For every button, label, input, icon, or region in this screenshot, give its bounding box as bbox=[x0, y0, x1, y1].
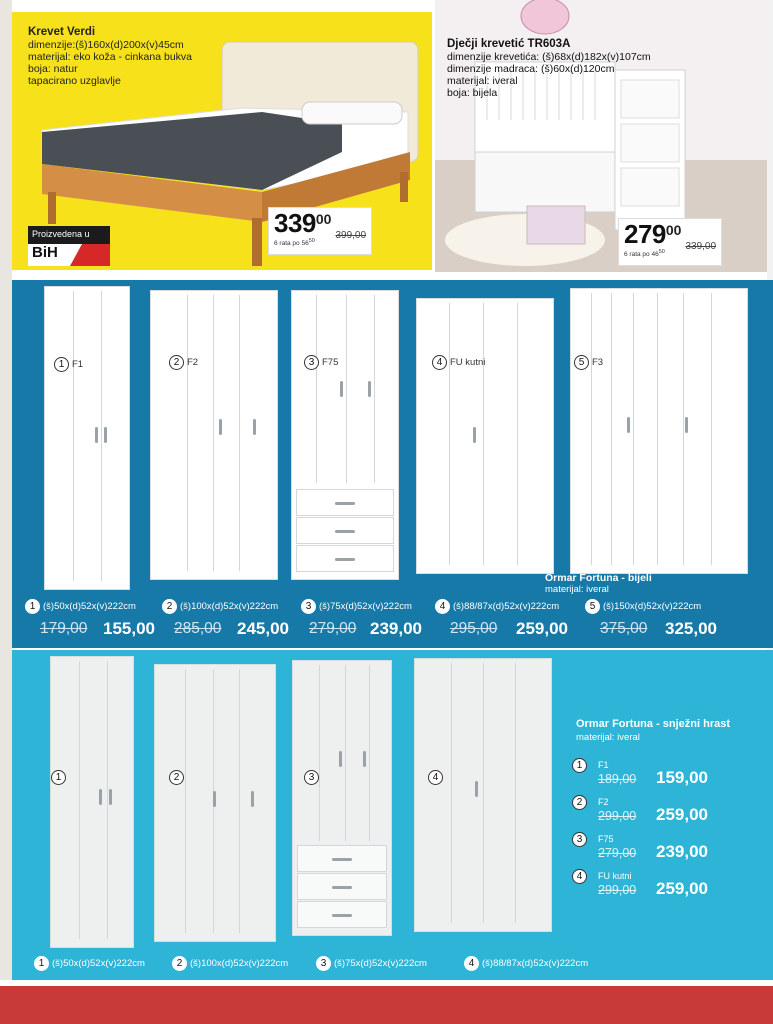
model-name: F2 bbox=[187, 357, 199, 368]
bed-line-4: tapacirano uzglavlje bbox=[28, 75, 121, 87]
dims: (š)100x(d)52x(v)222cm bbox=[180, 601, 279, 612]
door-divider bbox=[319, 665, 320, 841]
crib-price-cents: 00 bbox=[665, 222, 682, 238]
white-spec-1 bbox=[25, 599, 136, 614]
badge-bottom bbox=[28, 244, 110, 266]
old-price: 299,00 bbox=[598, 883, 637, 897]
oak-wardrobe-f2 bbox=[154, 664, 276, 942]
white-old-price-3: 279,00 bbox=[309, 620, 357, 637]
handle bbox=[340, 381, 343, 397]
handle bbox=[253, 419, 256, 435]
crib-rate-cents: 50 bbox=[658, 249, 665, 255]
model-name: FU kutni bbox=[598, 871, 632, 881]
door-divider bbox=[73, 291, 74, 581]
new-price: 259,00 bbox=[656, 805, 708, 824]
handle bbox=[213, 791, 216, 807]
white-series-name: Ormar Fortuna - bijeli bbox=[545, 572, 652, 584]
white-spec-2 bbox=[162, 599, 278, 614]
oak-spec-2 bbox=[172, 956, 288, 971]
oak-price-row-4 bbox=[572, 869, 762, 906]
door-divider bbox=[79, 661, 80, 939]
num-badge: 4 bbox=[432, 355, 447, 370]
num-badge: 1 bbox=[25, 599, 40, 614]
handle bbox=[685, 417, 688, 433]
door-divider bbox=[611, 293, 612, 565]
drawer-handle bbox=[332, 914, 352, 917]
door-divider bbox=[213, 295, 214, 571]
oak-price-row-3 bbox=[572, 832, 762, 869]
door-divider bbox=[657, 293, 658, 565]
crib-title: Dječji krevetić TR603A bbox=[447, 38, 571, 50]
bed-price-old: 399,00 bbox=[335, 230, 367, 241]
oak-label-3 bbox=[304, 770, 319, 785]
dims: (š)75x(d)52x(v)222cm bbox=[334, 958, 427, 969]
oak-label-4 bbox=[428, 770, 443, 785]
dims: (š)75x(d)52x(v)222cm bbox=[319, 601, 412, 612]
handle bbox=[368, 381, 371, 397]
oak-wardrobe-f75 bbox=[292, 660, 392, 936]
white-wardrobe-f2 bbox=[150, 290, 278, 580]
drawer bbox=[296, 489, 394, 516]
drawer-handle bbox=[335, 530, 355, 533]
page-edge-left bbox=[0, 0, 12, 1024]
handle bbox=[109, 789, 112, 805]
handle bbox=[363, 751, 366, 767]
bed-price-main: 339 bbox=[274, 208, 316, 238]
oak-price-row-1 bbox=[572, 758, 762, 795]
old-price: 189,00 bbox=[598, 772, 637, 786]
dims: (š)150x(d)52x(v)222cm bbox=[603, 601, 702, 612]
oak-wardrobe-fu-kutni bbox=[414, 658, 552, 932]
white-spec-5 bbox=[585, 599, 701, 614]
white-label-5 bbox=[574, 355, 603, 370]
crib-price-main: 279 bbox=[624, 219, 666, 249]
door-divider bbox=[369, 665, 370, 841]
door-divider bbox=[346, 295, 347, 483]
handle bbox=[104, 427, 107, 443]
new-price: 159,00 bbox=[656, 768, 708, 787]
badge-bih-text: BiH bbox=[32, 244, 58, 261]
model-name: F2 bbox=[598, 797, 609, 807]
num-badge: 2 bbox=[169, 355, 184, 370]
door-divider bbox=[185, 669, 186, 933]
dims: (š)50x(d)52x(v)222cm bbox=[52, 958, 145, 969]
white-spec-4 bbox=[435, 599, 559, 614]
door-divider bbox=[187, 295, 188, 571]
door-divider bbox=[517, 303, 518, 565]
model-name: F75 bbox=[322, 357, 339, 368]
made-in-bih-badge bbox=[28, 226, 110, 272]
num-badge: 5 bbox=[585, 599, 600, 614]
door-divider bbox=[483, 663, 484, 923]
oak-label-2 bbox=[169, 770, 184, 785]
num-badge: 2 bbox=[162, 599, 177, 614]
model-name: F1 bbox=[72, 359, 84, 370]
door-divider bbox=[107, 661, 108, 939]
drawer bbox=[296, 545, 394, 572]
bed-price-cents: 00 bbox=[315, 211, 332, 227]
white-old-price-4: 295,00 bbox=[450, 620, 498, 637]
drawer bbox=[296, 517, 394, 544]
num-badge: 3 bbox=[301, 599, 316, 614]
handle bbox=[99, 789, 102, 805]
num-badge: 1 bbox=[34, 956, 49, 971]
white-new-price-2: 245,00 bbox=[237, 619, 289, 638]
num-badge: 2 bbox=[572, 795, 587, 810]
model-name: FU kutni bbox=[450, 357, 486, 368]
num-badge: 1 bbox=[54, 357, 69, 372]
oak-wardrobe-f1 bbox=[50, 656, 134, 948]
dims: (š)50x(d)52x(v)222cm bbox=[43, 601, 136, 612]
white-label-1 bbox=[54, 357, 83, 372]
white-old-price-2: 285,00 bbox=[174, 620, 222, 637]
oak-series-title bbox=[576, 718, 730, 744]
white-label-2 bbox=[169, 355, 198, 370]
door-divider bbox=[316, 295, 317, 483]
crib-rate-text: 6 rata po 46 bbox=[624, 251, 659, 259]
white-new-price-5: 325,00 bbox=[665, 619, 717, 638]
door-divider bbox=[591, 293, 592, 565]
handle bbox=[219, 419, 222, 435]
crib-price-old: 339,00 bbox=[685, 241, 717, 252]
num-badge: 3 bbox=[316, 956, 331, 971]
handle bbox=[95, 427, 98, 443]
crib-info bbox=[447, 38, 651, 99]
handle bbox=[627, 417, 630, 433]
oak-label-1 bbox=[51, 770, 66, 785]
door-divider bbox=[683, 293, 684, 565]
white-series-material: materijal: iveral bbox=[545, 584, 609, 595]
white-old-price-1: 179,00 bbox=[40, 620, 88, 637]
handle bbox=[251, 791, 254, 807]
num-badge: 3 bbox=[304, 355, 319, 370]
num-badge: 5 bbox=[574, 355, 589, 370]
bed-price-tag bbox=[268, 207, 372, 255]
num-badge: 2 bbox=[172, 956, 187, 971]
white-wardrobe-fu-kutni bbox=[416, 298, 554, 574]
oak-series-material: materijal: iveral bbox=[576, 732, 640, 743]
white-wardrobe-f1 bbox=[44, 286, 130, 590]
crib-line-2: dimenzije madraca: (š)60x(d)120cm bbox=[447, 63, 615, 75]
door-divider bbox=[101, 291, 102, 581]
oak-spec-4 bbox=[464, 956, 588, 971]
bed-line-3: boja: natur bbox=[28, 63, 78, 75]
badge-red-stripe bbox=[70, 244, 110, 266]
handle bbox=[475, 781, 478, 797]
dims: (š)100x(d)52x(v)222cm bbox=[190, 958, 289, 969]
oak-price-row-2 bbox=[572, 795, 762, 832]
white-new-price-3: 239,00 bbox=[370, 619, 422, 638]
red-footer-band bbox=[0, 980, 773, 1024]
handle bbox=[339, 751, 342, 767]
drawer-handle bbox=[335, 502, 355, 505]
model-name: F75 bbox=[598, 834, 614, 844]
oak-spec-3 bbox=[316, 956, 427, 971]
white-new-price-4: 259,00 bbox=[516, 619, 568, 638]
white-old-price-5: 375,00 bbox=[600, 620, 648, 637]
bed-info bbox=[28, 26, 192, 87]
num-badge: 3 bbox=[572, 832, 587, 847]
white-wardrobe-f3 bbox=[570, 288, 748, 574]
bed-line-1: dimenzije:(š)160x(d)200x(v)45cm bbox=[28, 39, 184, 51]
num-badge: 1 bbox=[51, 770, 66, 785]
dims: (š)88/87x(d)52x(v)222cm bbox=[453, 601, 560, 612]
num-badge: 3 bbox=[304, 770, 319, 785]
door-divider bbox=[345, 665, 346, 841]
old-price: 299,00 bbox=[598, 809, 637, 823]
crib-line-4: boja: bijela bbox=[447, 87, 498, 99]
badge-top-text: Proizvedena u bbox=[28, 226, 110, 244]
drawer-handle bbox=[332, 858, 352, 861]
white-label-3 bbox=[304, 355, 338, 370]
door-divider bbox=[483, 303, 484, 565]
model-name: F3 bbox=[592, 357, 604, 368]
white-series-title bbox=[545, 572, 652, 596]
dims: (š)88/87x(d)52x(v)222cm bbox=[482, 958, 589, 969]
door-divider bbox=[515, 663, 516, 923]
door-divider bbox=[633, 293, 634, 565]
num-badge: 2 bbox=[169, 770, 184, 785]
new-price: 259,00 bbox=[656, 879, 708, 898]
drawer bbox=[297, 901, 387, 928]
bed-rate-text: 6 rata po 56 bbox=[274, 240, 309, 248]
num-badge: 1 bbox=[572, 758, 587, 773]
num-badge: 4 bbox=[435, 599, 450, 614]
white-wardrobe-f75 bbox=[291, 290, 399, 580]
crib-line-1: dimenzije krevetića: (š)68x(d)182x(v)107cm bbox=[447, 51, 651, 63]
num-badge: 4 bbox=[464, 956, 479, 971]
white-new-price-1: 155,00 bbox=[103, 619, 155, 638]
old-price: 279,00 bbox=[598, 846, 637, 860]
drawer-handle bbox=[335, 558, 355, 561]
num-badge: 4 bbox=[572, 869, 587, 884]
oak-series-name: Ormar Fortuna - snježni hrast bbox=[576, 718, 731, 730]
handle bbox=[473, 427, 476, 443]
oak-price-list bbox=[572, 758, 762, 906]
drawer-handle bbox=[332, 886, 352, 889]
door-divider bbox=[449, 303, 450, 565]
bed-line-2: materijal: eko koža - cinkana bukva bbox=[28, 51, 192, 63]
bed-rate-cents: 50 bbox=[308, 238, 315, 244]
white-spec-3 bbox=[301, 599, 412, 614]
door-divider bbox=[451, 663, 452, 923]
bed-title: Krevet Verdi bbox=[28, 26, 96, 38]
door-divider bbox=[711, 293, 712, 565]
model-name: F1 bbox=[598, 760, 609, 770]
crib-line-3: materijal: iveral bbox=[447, 75, 518, 87]
drawer bbox=[297, 845, 387, 872]
drawer bbox=[297, 873, 387, 900]
oak-spec-1 bbox=[34, 956, 145, 971]
door-divider bbox=[239, 295, 240, 571]
new-price: 239,00 bbox=[656, 842, 708, 861]
crib-price-tag bbox=[618, 218, 722, 266]
num-badge: 4 bbox=[428, 770, 443, 785]
door-divider bbox=[374, 295, 375, 483]
door-divider bbox=[239, 669, 240, 933]
white-label-4 bbox=[432, 355, 485, 370]
